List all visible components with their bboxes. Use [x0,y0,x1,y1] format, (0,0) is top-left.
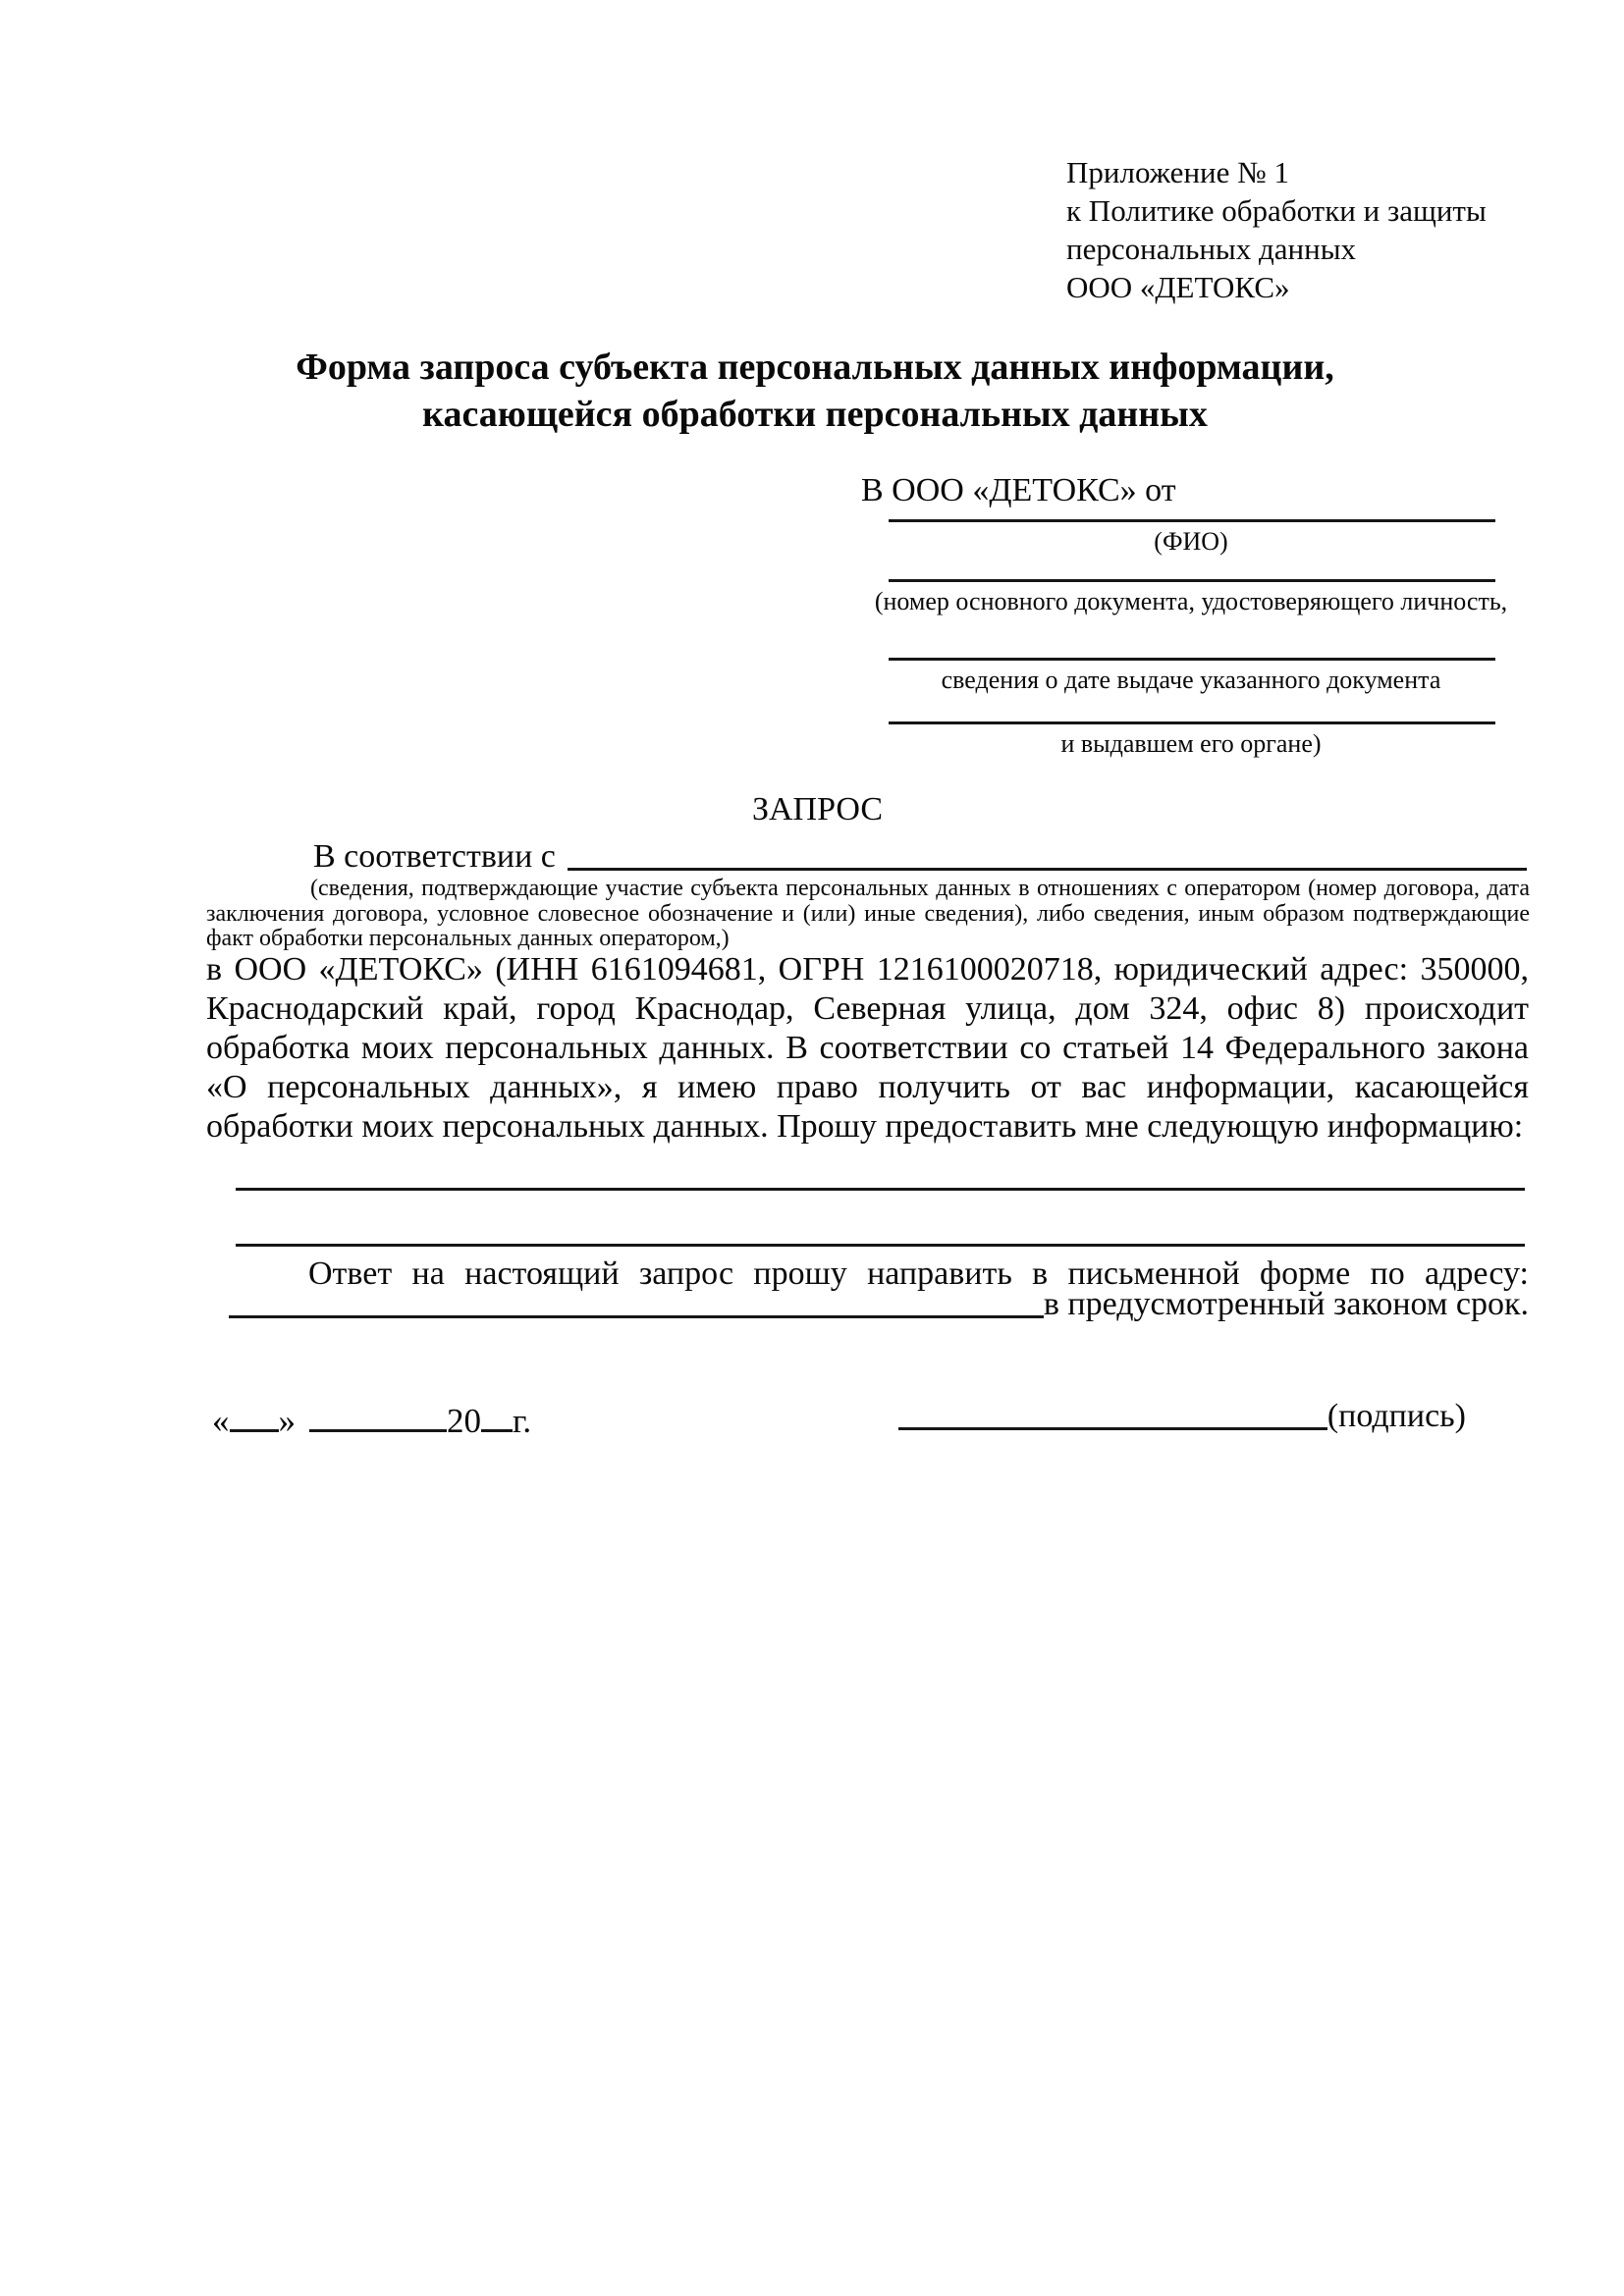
issuing-authority-blank-line [889,721,1495,724]
request-body-paragraph: в ООО «ДЕТОКС» (ИНН 6161094681, ОГРН 1216100020718, юридический адрес: 350000, Краснодарский край, город Краснодар, Северная улица, дом 324, офис 8) происходит обработка моих персональных данных. В соответствии со статьей 14 Федерального закона «О персональных данных», я имею право получить от вас информации, касающейся обработки моих персональных данных. Прошу предоставить мне следующую информацию: [206,951,1529,1145]
reply-address-row [229,1286,1529,1323]
document-title [157,344,1473,438]
signature-row [898,1398,1466,1435]
fio-blank-line [889,519,1495,522]
according-row [211,838,1527,876]
issue-date-blank-line [889,658,1495,661]
date-year-prefix: 20 [447,1402,481,1440]
reply-address-blank-line [229,1315,1044,1318]
date-row [212,1402,531,1441]
requested-info-blank-line-2 [236,1244,1525,1247]
date-month-blank [309,1429,447,1432]
request-heading: ЗАПРОС [751,791,884,828]
appendix-line-2: к Политике обработки и защиты [1066,193,1487,228]
date-day-blank [230,1429,279,1432]
date-open-quote: « [212,1402,230,1440]
appendix-line-4: ООО «ДЕТОКС» [1066,270,1290,304]
signature-blank-line [898,1427,1327,1430]
title-line-2: касающейся обработки персональных данных [422,394,1208,435]
date-year-blank [481,1429,513,1432]
issue-date-caption: сведения о дате выдаче указанного документа [941,666,1441,694]
document-number-caption: (номер основного документа, удостоверяющего личность, [874,587,1508,615]
appendix-line-3: персональных данных [1066,232,1357,266]
addressee-label: В ООО «ДЕТОКС» от [861,472,1176,508]
reply-sentence: Ответ на настоящий запрос прошу направить в письменной форме по адресу: [308,1255,1529,1292]
date-close-quote: » [278,1402,296,1440]
appendix-line-1: Приложение № 1 [1066,155,1289,189]
according-footnote: (сведения, подтверждающие участие субъекта персональных данных в отношениях с оператором (номер договора, дата заключения договора, условное словесное обозначение и (или) иные сведения), либо сведения, иным образом подтверждающие факт обработки персональных данных оператором,) [206,876,1530,951]
appendix-header [1066,153,1487,306]
issuing-authority-caption: и выдавшем его органе) [1060,729,1322,758]
document-number-blank-line [889,579,1495,582]
reply-suffix: в предусмотренный законом срок. [1043,1286,1529,1322]
date-year-suffix: г. [513,1402,532,1440]
according-prefix: В соответствии с [313,838,556,875]
signature-caption: (подпись) [1326,1398,1466,1434]
title-line-1: Форма запроса субъекта персональных данных информации, [296,347,1334,388]
requested-info-blank-line-1 [236,1188,1525,1191]
according-blank-line [568,868,1527,871]
fio-caption: (ФИО) [1154,527,1228,556]
